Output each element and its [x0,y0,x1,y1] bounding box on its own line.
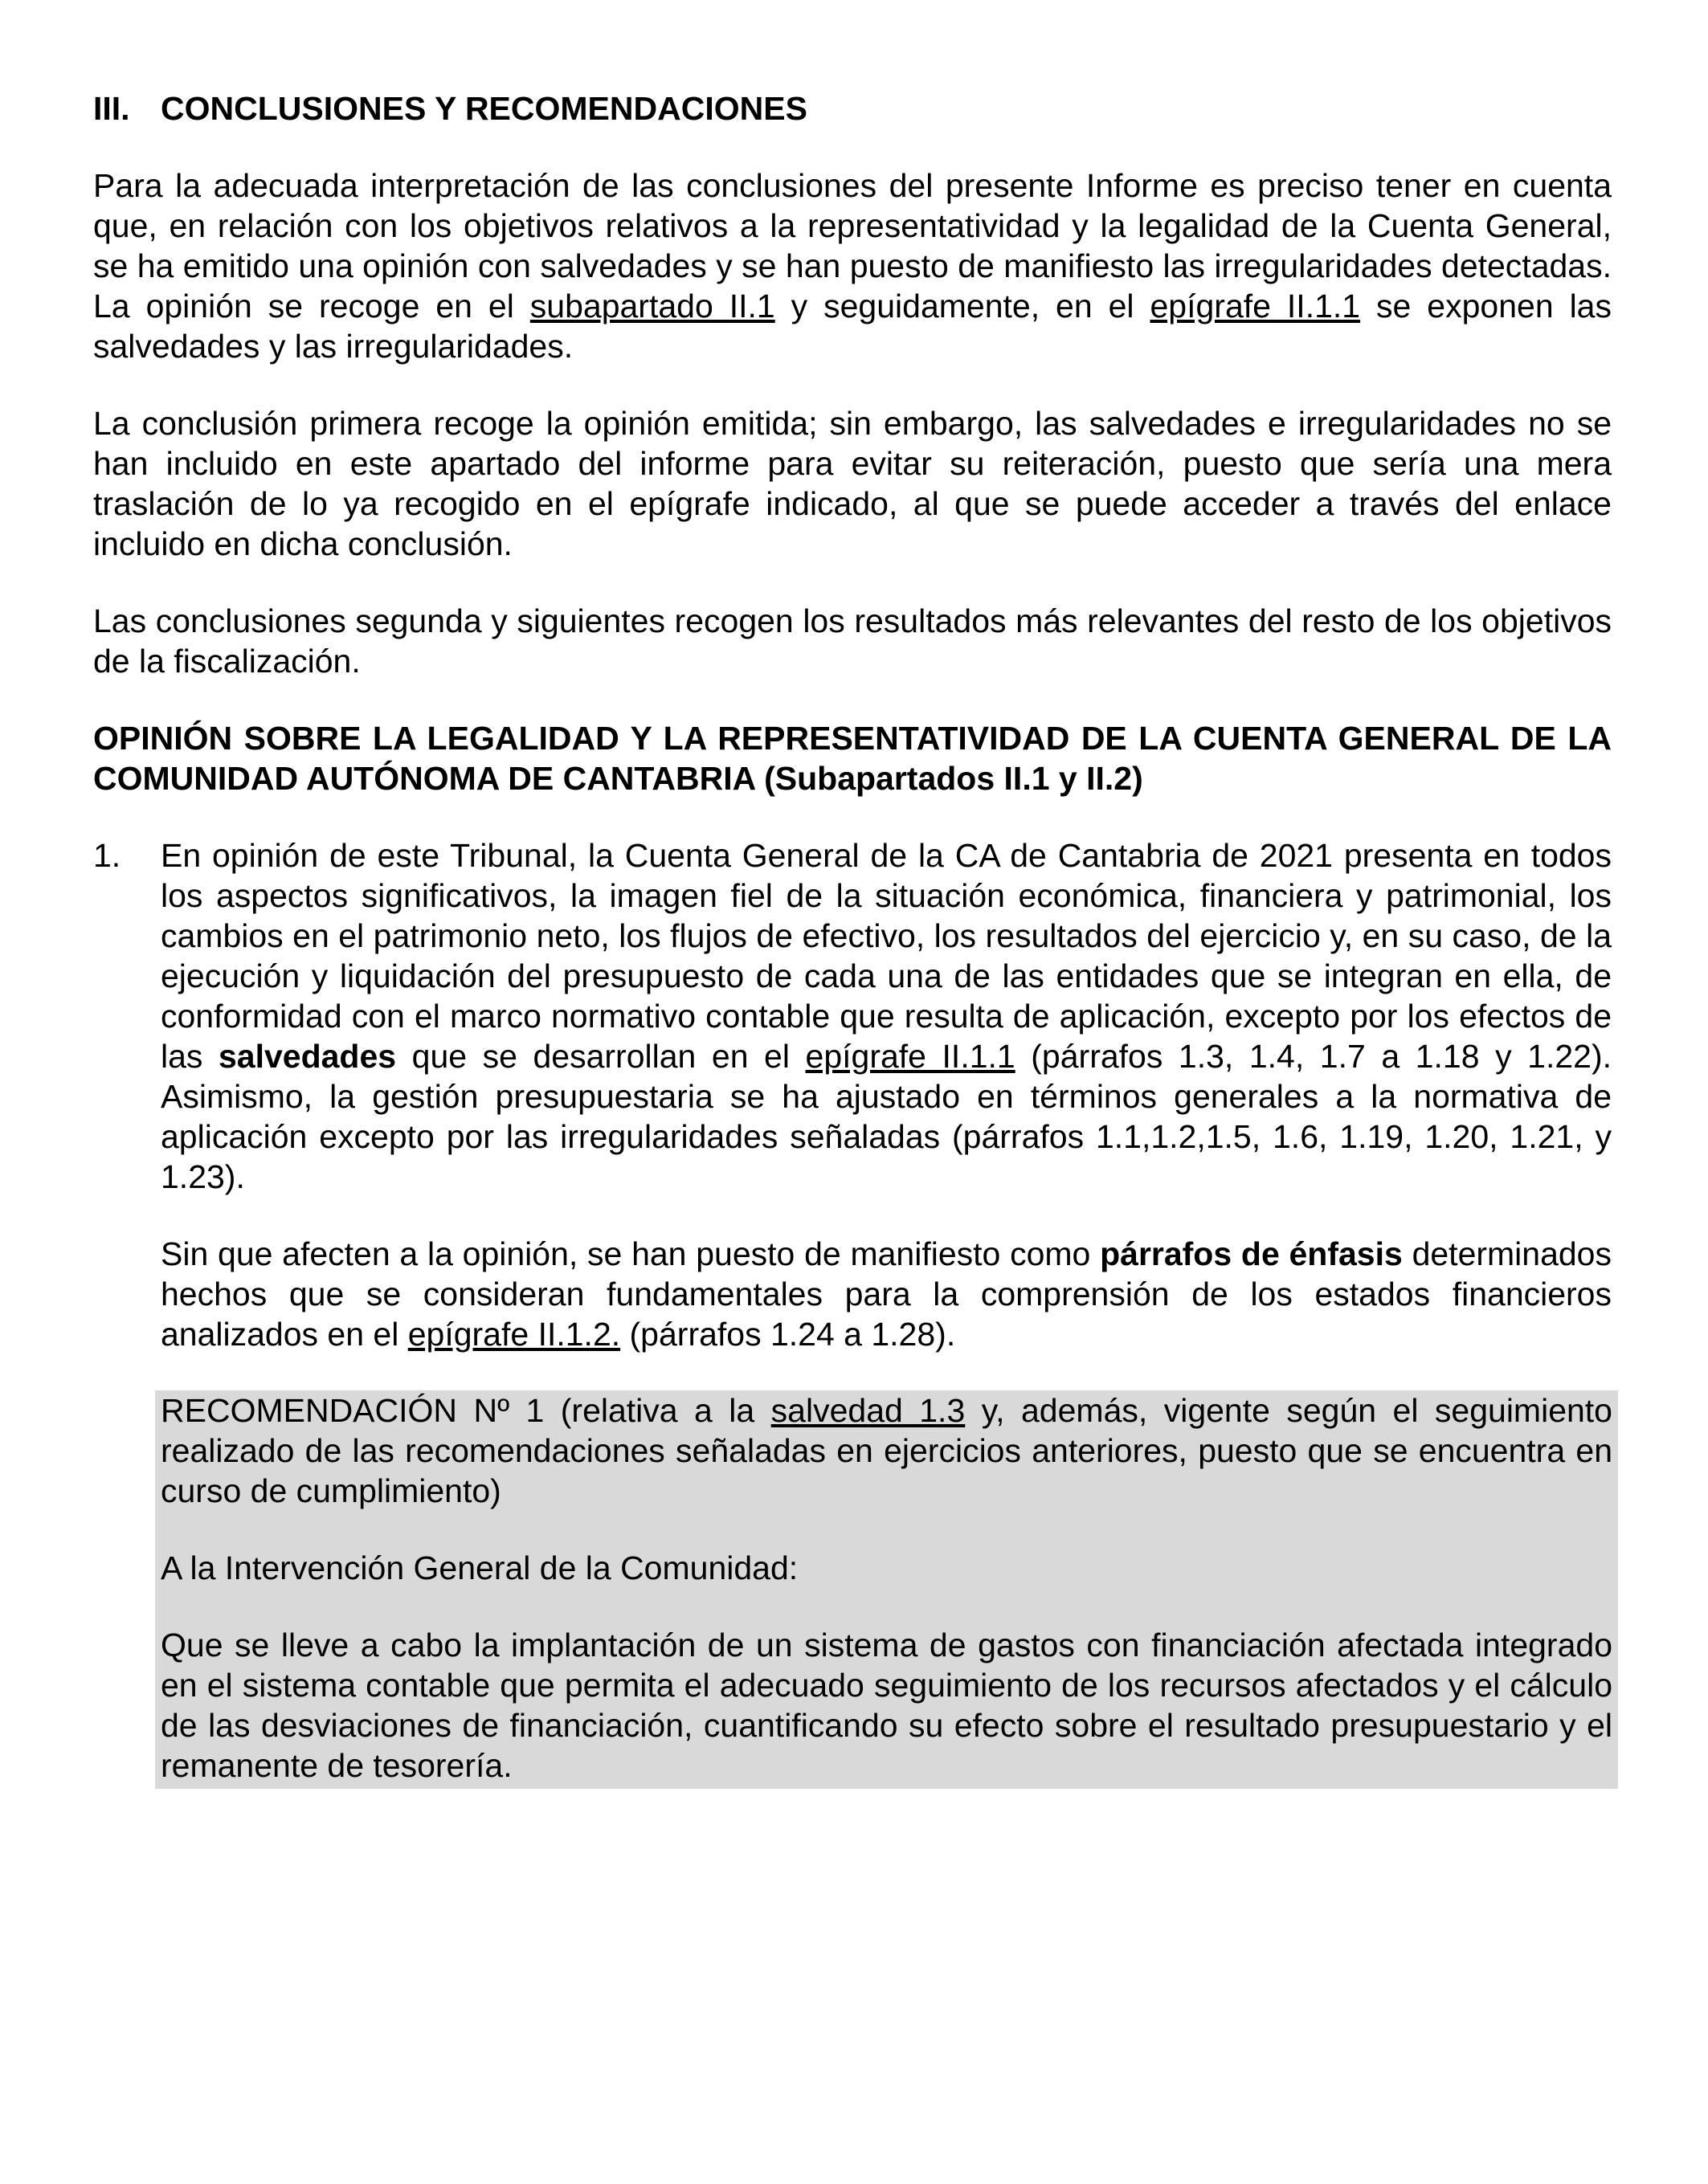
link-epigrafe-ii11-conclusion[interactable]: epígrafe II.1.1 [805,1038,1015,1075]
document-page [93,88,1612,1789]
conclusion-1-text-c: (párrafos 1.3, 1.4, 1.7 a 1.18 y 1.22). Asimismo, la gestión presupuestaria se ha ajustado en términos generales a la normativa de aplicación excepto por las irregularidades señaladas (párrafos 1.1,1.2,1.5, 1.6, 1.19, 1.20, 1.21, y 1.23). [161,1038,1612,1195]
recommendation-1-body: Que se lleve a cabo la implantación de un sistema de gastos con financiación afectada integrado en el sistema contable que permita el adecuado seguimiento de los recursos afectados y el cálculo de las desviaciones de financiación, cuantificando su efecto sobre el resultado presupuestario y el remanente de tesorería. [161,1627,1612,1784]
recommendation-1-heading [161,1390,1612,1511]
intro-paragraph-2: La conclusión primera recoge la opinión emitida; sin embargo, las salvedades e irregularidades no se han incluido en este apartado del informe para evitar su reiteración, puesto que sería una mera traslación de lo ya recogido en el epígrafe indicado, al que se puede acceder a través del enlace incluido en dicha conclusión. [93,405,1612,562]
link-epigrafe-ii12[interactable]: epígrafe II.1.2. [407,1316,621,1353]
section-title-text: CONCLUSIONES Y RECOMENDACIONES [161,90,807,127]
recommendation-1-text-b: y, además, vigente según el seguimiento realizado de las recomendaciones señaladas en ejercicios anteriores, puesto que se encuentra en curso de cumplimiento) [161,1392,1612,1509]
recommendation-1-addressee: A la Intervención General de la Comunidad: [161,1549,799,1586]
intro-paragraph-1 [93,165,1612,366]
conclusion-1-text-a: En opinión de este Tribunal, la Cuenta General de la CA de Cantabria de 2021 presenta en todos los aspectos significativos, la imagen fiel de la situación económica, financiera y patrimonial, los cambios en el patrimonio neto, los flujos de efectivo, los resultados del ejercicio y, en su caso, de la ejecución y liquidación del presupuesto de cada una de las entidades que se integran en ella, de conformidad con el marco normativo contable que resulta de aplicación, excepto por los efectos de las [161,837,1612,1075]
section-title [93,88,1612,129]
conclusion-1-bold-salvedades: salvedades [218,1038,397,1075]
conclusion-1-text-b: que se desarrollan en el [396,1038,806,1075]
emphasis-text-c: (párrafos 1.24 a 1.28). [620,1316,956,1353]
link-subapartado-ii1[interactable]: subapartado II.1 [529,288,775,325]
conclusion-1-number: 1. [93,837,121,874]
conclusion-1-paragraph [161,835,1612,1197]
recommendation-1-text-a: RECOMENDACIÓN Nº 1 (relativa a la [161,1392,771,1429]
emphasis-text-b: determinados hechos que se consideran fundamentales para la comprensión de los estados financieros analizados en el [161,1235,1612,1353]
emphasis-text-a: Sin que afecten a la opinión, se han puesto de manifiesto como [161,1235,1101,1272]
recommendation-1-box [155,1390,1618,1789]
intro-paragraph-3: Las conclusiones segunda y siguientes recogen los resultados más relevantes del resto de los objetivos de la fiscalización. [93,602,1612,680]
link-salvedad-13[interactable]: salvedad 1.3 [770,1392,966,1429]
link-epigrafe-ii11[interactable]: epígrafe II.1.1 [1150,288,1361,325]
conclusion-1 [93,835,1612,1354]
intro-p1-text-b: y seguidamente, en el [774,288,1150,325]
section-number: III. [93,90,130,127]
emphasis-bold: párrafos de énfasis [1100,1235,1403,1272]
emphasis-paragraph [161,1234,1612,1354]
intro-p1-text-c: se exponen las salvedades y las irregularidades. [93,288,1612,365]
opinion-subheading: OPINIÓN SOBRE LA LEGALIDAD Y LA REPRESENTATIVIDAD DE LA CUENTA GENERAL DE LA COMUNIDAD AUTÓNOMA DE CANTABRIA (Subapartados II.1 y II.2) [93,720,1612,797]
intro-p1-text-a: Para la adecuada interpretación de las conclusiones del presente Informe es preciso tener en cuenta que, en relación con los objetivos relativos a la representatividad y la legalidad de la Cuenta General, se ha emitido una opinión con salvedades y se han puesto de manifiesto las irregularidades detectadas. La opinión se recoge en el [93,167,1612,325]
